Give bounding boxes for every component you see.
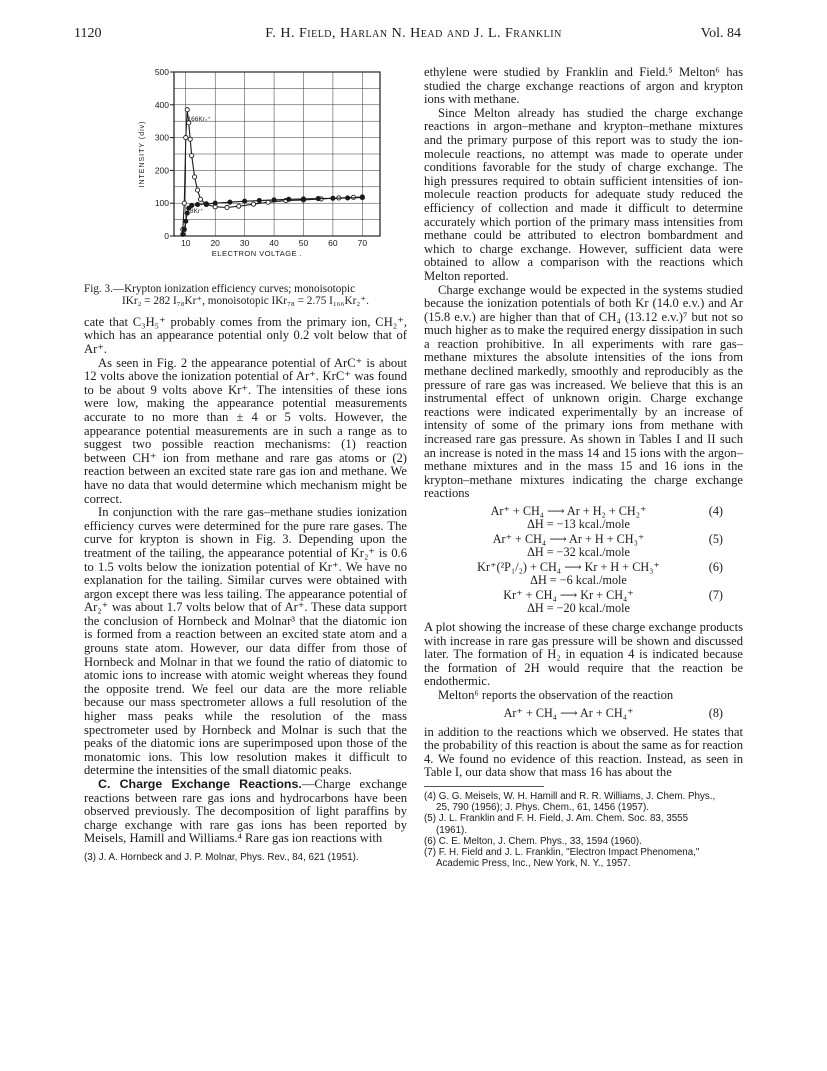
data-point (195, 188, 199, 192)
section-c-paragraph (84, 778, 407, 846)
section-title: C. Charge Exchange Reactions. (98, 777, 302, 791)
data-point (346, 196, 350, 200)
x-tick-label: 60 (328, 238, 338, 248)
y-tick-label: 400 (154, 99, 169, 110)
data-point (184, 219, 188, 223)
data-point (272, 198, 276, 202)
figure-3 (84, 66, 407, 280)
running-header-authors: F. H. Field, Harlan N. Head and J. L. Franklin (265, 26, 562, 41)
data-point (316, 197, 320, 201)
enthalpy: ΔH = −13 kcal./mole (527, 517, 630, 531)
equation-text: Ar⁺ + CH₄ ⟶ Ar + H₂ + CH₂⁺ (490, 504, 647, 518)
y-tick-label: 300 (154, 132, 169, 143)
data-point (257, 198, 261, 202)
right-paragraph: Charge exchange would be expected in the systems studied because the ionization potentials of both Kr (14.0 e.v.) and Ar (15.8 e.v.) are higher than that of CH₄ (13.12 e.v.)⁷ but not so much higher as to make the required energy dissipation in such a reaction prohibitive. In all experiments with rare gas–methane mixtures the absolute intensities of the ions from methane declined markedly, smoothly and reproducibly as the pressure of rare gas was increased. We believe that this is an instrumental effect of unknown origin. Charge exchange reactions were indicated experimentally by an increase of intensity of some of the primary ions from methane with increased rare gas pressure. As shown in Tables I and II such an increase is noted in the mass 14 and 15 ions with the argon–methane mixtures and in the mass 15 and 16 ions in the krypton–methane mixtures indicating the charge exchange reactions (424, 282, 743, 501)
page-number: 1120 (74, 26, 102, 41)
data-point (188, 137, 192, 141)
data-point (193, 175, 197, 179)
data-point (184, 136, 188, 140)
footnote-cont: (1961). (436, 824, 468, 836)
data-point (287, 197, 291, 201)
equation-text: Ar⁺ + CH₄ ⟶ Ar + H + CH₃⁺ (492, 532, 645, 546)
y-tick-label: 200 (154, 165, 169, 176)
data-point (182, 201, 186, 205)
footnote: (4) G. G. Meisels, W. H. Hamill and R. R. Williams, J. Chem. Phys., (424, 790, 716, 802)
x-tick-label: 20 (210, 238, 220, 248)
right-paragraph: A plot showing the increase of these charge exchange products with increase in rare gas pressure will be shown and discussed later. The formation of H₂ in equation 4 is indicated because the formation of 2H would require that the reaction be endothermic. (424, 620, 743, 689)
equation-text: Kr⁺ + CH₄ ⟶ Kr + CH₄⁺ (503, 588, 634, 602)
section-text: —Charge exchange reactions between rare gas ions and hydrocarbons have been observed previously. The decomposition of light paraffins by charge exchange with rare gas ions has been reported by Meisels, Hamill and Williams.⁴ Rare gas ion reactions with (84, 777, 407, 846)
data-point (195, 202, 199, 206)
right-column (424, 66, 743, 869)
x-tick-label: 70 (357, 238, 368, 248)
equation (424, 589, 743, 602)
data-point (243, 199, 247, 203)
ionization-efficiency-chart (84, 66, 407, 280)
footnote: (7) F. H. Field and J. L. Franklin, "Electron Impact Phenomena," (424, 846, 700, 858)
equation-number: (8) (708, 705, 723, 720)
series-line (181, 110, 362, 236)
y-tick-label: 0 (164, 231, 169, 241)
footnote-cont: Academic Press, Inc., New York, N. Y., 1957. (436, 858, 631, 870)
figure-caption (84, 283, 407, 308)
equation-number: (7) (708, 588, 723, 602)
x-tick-label: 50 (298, 238, 309, 248)
right-paragraph: Since Melton already has studied the charge exchange reactions in argon–methane and krypton–methane mixtures and the primary purpose of this report was to study the ion-molecule reactions, no attempt was made to operate under conditions favorable for the study of charge exchange. The high pressures required to obtain sufficient intensities of ion-molecule reaction products for adequate study reduced the efficiency of collection and made it difficult to determine accurately which portion of the primary mass intensities from methane could be attributed to electron bombardment and which to charge exchange. However, sufficient data were obtained to allow a comparison with the reactions which Melton reported. (424, 105, 743, 283)
right-paragraph: in addition to the reactions which we observed. He states that the probability of this reaction is about the same as for reaction 4. We found no evidence of this reaction. Instead, as seen in Table I, our data show that mass 16 has about the (424, 724, 743, 780)
equation (424, 561, 743, 574)
equation (424, 533, 743, 546)
left-footnotes (84, 852, 407, 863)
left-paragraph: cate that C₃H₅⁺ probably comes from the primary ion, CH₂⁺, which has an appearance potential only 0.2 volt below that of Ar⁺. (84, 314, 407, 356)
right-paragraph: Melton⁶ reports the observation of the reaction (438, 687, 674, 702)
data-point (225, 205, 229, 209)
data-point (181, 232, 185, 236)
data-point (213, 201, 217, 205)
footnote: (3) J. A. Hornbeck and J. P. Molnar, Phys. Rev., 84, 621 (1951). (84, 851, 359, 863)
enthalpy: ΔH = −20 kcal./mole (527, 601, 630, 615)
right-paragraph: ethylene were studied by Franklin and Field.⁵ Melton⁶ has studied the charge exchange reactions of argon and krypton ions with methane. (424, 65, 743, 107)
equation-number: (6) (708, 560, 723, 574)
data-point (190, 154, 194, 158)
y-axis-label: INTENSITY (div) (139, 120, 146, 188)
equation-block-8 (424, 707, 743, 720)
equation-number: (4) (708, 504, 723, 518)
footnote: (6) C. E. Melton, J. Chem. Phys., 33, 1594 (1960). (424, 835, 642, 847)
data-point (301, 197, 305, 201)
x-tick-label: 40 (269, 238, 279, 248)
data-point (331, 196, 335, 200)
caption-line-2: IKr₂ = 282 I₇₈Kr⁺, monoisotopic IKr₇₈ = 2.75 I₁₆₆Kr₂⁺. (122, 295, 369, 308)
footnote: (5) J. L. Franklin and F. H. Field, J. Am. Chem. Soc. 83, 3555 (424, 813, 689, 825)
left-paragraph: As seen in Fig. 2 the appearance potential of ArC⁺ is about 12 volts above the ionization potential of Ar⁺. KrC⁺ was found to be about 9 volts above Kr⁺. The intensities of these ions were low, making the appearance potential measurements accurate to no more than ± 4 or 5 volts. However, the appearance potential measurements are in such a range as to suggest two possible reaction mechanisms: (1) reaction between CH⁺ ion from methane and rare gas atoms or (2) reaction between an excited state rare gas ion and methane. We have no data that would determine which mechanism might be correct. (84, 355, 407, 506)
footnote-cont: 25, 790 (1956); J. Phys. Chem., 61, 1456 (1957). (436, 802, 649, 814)
data-point (237, 204, 241, 208)
data-point (190, 203, 194, 207)
data-point (204, 202, 208, 206)
left-column (84, 66, 407, 863)
equation-block (424, 505, 743, 615)
y-tick-label: 100 (154, 198, 169, 209)
x-tick-label: 10 (181, 238, 191, 248)
equation-text: Ar⁺ + CH₄ ⟶ Ar + CH₄⁺ (503, 705, 634, 720)
data-point (251, 202, 255, 206)
series-annotation: 78Kr⁺ (186, 208, 204, 216)
volume-label: Vol. 84 (700, 26, 741, 41)
data-point (198, 197, 202, 201)
data-point (185, 108, 189, 112)
right-footnotes (424, 791, 743, 869)
left-paragraph: In conjunction with the rare gas–methane studies ionization efficiency curves were determined for the pure rare gases. The curve for krypton is shown in Fig. 3. Depending upon the treatment of the tailing, the appearance potential of Kr₂⁺ is 0.6 to 1.5 volts below the ionization potential of Kr⁺. We have no explanation for the tailing. Similar curves were obtained with argon except there was less tailing. The appearance potential of Ar₂⁺ was about 1.7 volts below that of Ar⁺. These data support the conclusion of Hornbeck and Molnar³ that the diatomic ion is formed from a reaction between an excited state atom and a grouns state atom. However, our data differ from those of Hornbeck and Molnar in that we found the ratio of diatomic to atomic ions to increase with atomic weight whereas they found the opposite trend. We feel our data are the more reliable because our mass spectrometer allows a full resolution of the higher mass peaks while the resolution of the mass spectrometer used by Hornbeck and Molnar is such that the peaks of the diatomic ions are superimposed upon those of the monatomic ions. This low resolution makes it difficult to determine the intensities of the small diatomic peaks. (84, 505, 407, 778)
equation (424, 505, 743, 518)
y-tick-label: 500 (154, 67, 169, 77)
x-tick-label: 30 (239, 238, 250, 248)
enthalpy: ΔH = −32 kcal./mole (527, 545, 630, 559)
data-point (182, 227, 186, 231)
x-axis-label: ELECTRON VOLTAGE . (211, 249, 303, 258)
data-point (360, 196, 364, 200)
footnote-rule (424, 786, 544, 787)
enthalpy: ΔH = −6 kcal./mole (530, 573, 627, 587)
data-point (228, 200, 232, 204)
caption-line-1: Fig. 3.—Krypton ionization efficiency curves; monoisotopic (84, 283, 356, 295)
equation-number: (5) (708, 532, 723, 546)
series-annotation: 166Kr₂⁺ (187, 116, 211, 124)
equation-text: Kr⁺(²P₁/₂) + CH₄ ⟶ Kr + H + CH₃⁺ (477, 560, 660, 574)
equation (424, 707, 743, 720)
